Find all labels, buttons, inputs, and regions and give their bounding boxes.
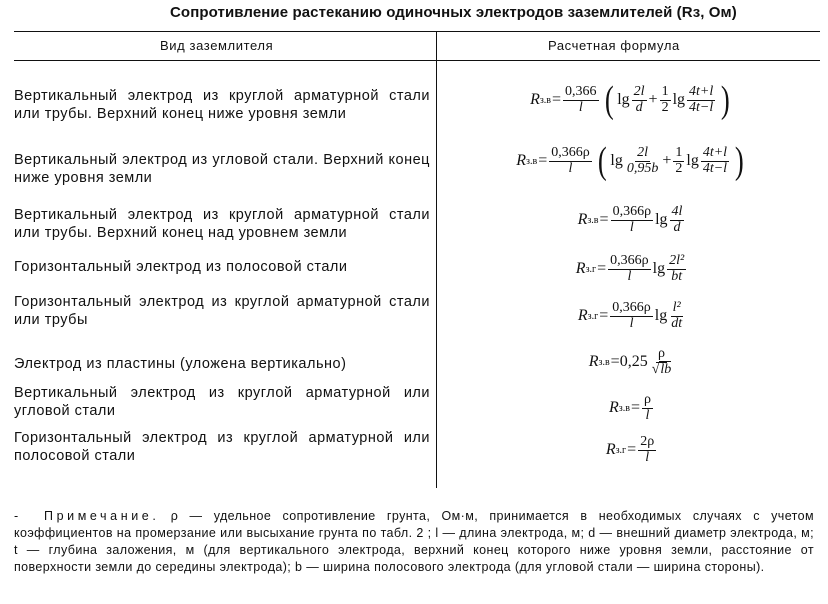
note-dash: - bbox=[14, 509, 19, 523]
row-8-description: Горизонтальный электрод из круглой арматурной или полосовой стали bbox=[14, 430, 430, 464]
header-rule bbox=[14, 60, 820, 61]
row-1-formula: R з.в = $\frac{0,366}{l}$ ( lg $\frac{2l}{d}$ + $\frac{1}{2}$ lg $\frac{4t+l}{4t-l}$ ) bbox=[530, 79, 731, 121]
row-5-description: Горизонтальный электрод из круглой арматурной стали или трубы bbox=[14, 294, 430, 328]
row-3-formula: R з.в = $\frac{0,366\rho}{l}$ lg $\frac{4l}{d}$ bbox=[577, 203, 683, 235]
row-6-formula: R з.в =0,25 $\frac{\rho}{√lb}$ bbox=[588, 345, 672, 377]
header-formula: Расчетная формула bbox=[548, 38, 680, 53]
top-rule bbox=[14, 31, 820, 32]
row-4-description: Горизонтальный электрод из полосовой стали bbox=[14, 259, 348, 275]
row-6-description: Электрод из пластины (уложена вертикально) bbox=[14, 356, 347, 372]
note-text: ρ — удельное сопротивление грунта, Ом·м, принимается в необходимых случаях с учетом коэффициентов на промерзание или высыхание грунта по табл. 2 ; l — длина электрода, м; d — внешний диаметр электрода, м; t — глубина заложения, м (для вертикального электрода, верхний конец которого ниже уровня земли, расстояние от поверхности земли до середины электрода); b — ширина полосового электрода (для угловой стали — ширина стороны). bbox=[14, 509, 814, 574]
row-2-description: Вертикальный электрод из угловой стали. Верхний конец ниже уровня земли bbox=[14, 152, 430, 186]
row-2-formula: R з.в = $\frac{0,366\rho}{l}$ ( lg $\frac{2l}{0,95b}$ + $\frac{1}{2}$ lg $\frac{4t+l}{4t-l}$ ) bbox=[516, 140, 744, 182]
table-note bbox=[14, 508, 814, 576]
note-lead: Примечание. bbox=[44, 509, 160, 523]
row-7-description: Вертикальный электрод из круглой арматурной или угловой стали bbox=[14, 385, 430, 419]
column-divider bbox=[436, 31, 437, 488]
row-5-formula: R з.г = $\frac{0,366\rho}{l}$ lg $\frac{\text{l²}}{dt}$ bbox=[577, 299, 683, 331]
row-8-formula: R з.г = $\frac{2\rho}{l}$ bbox=[605, 433, 655, 465]
table-title: Сопротивление растеканию одиночных электродов заземлителей (Rз, Ом) bbox=[170, 4, 737, 21]
header-type: Вид заземлителя bbox=[160, 38, 274, 53]
row-1-description: Вертикальный электрод из круглой арматурной стали или трубы. Верхний конец ниже уровня земли bbox=[14, 88, 430, 122]
row-4-formula: R з.г = $\frac{0,366\rho}{l}$ lg $\frac{\text{2l²}}{bt}$ bbox=[575, 252, 685, 284]
row-3-description: Вертикальный электрод из круглой арматурной стали или трубы. Верхний конец над уровнем земли bbox=[14, 207, 430, 241]
row-7-formula: R з.в = $\frac{\rho}{l}$ bbox=[609, 391, 651, 423]
